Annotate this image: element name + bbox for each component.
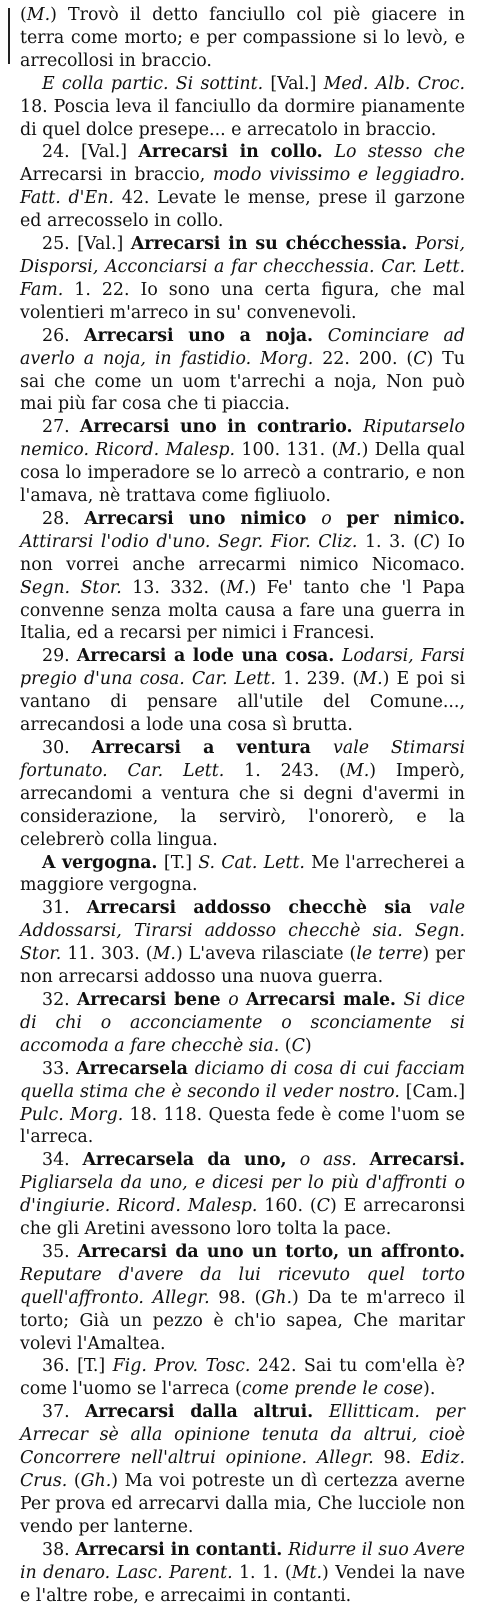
entry-headword: Arrecarsi in contanti. [75,1539,289,1560]
entry-text: 36. [42,1356,78,1377]
entry-italic-text: Gh. [80,1471,112,1491]
entry-italic-text: M. [152,944,176,965]
entry-italic-text: Segn. Stor. [20,577,133,598]
entry-text: 100. 131. ( [241,440,339,461]
entry-text: ) Fe' tanto che 'l Papa convenne senza molta causa a fare una guerra in Italia, ed a recarsi per nimici i Francesi. [20,577,465,644]
entry-text: ) Imperò, arrecandomi a ventura che si degni d'avermi in considerazione, la servirò, l'onorerò, e la celebrerò colla lingua. [20,760,465,850]
entry-text: 31. [42,898,87,919]
entry-italic-text: Cominciare ad averlo a noja, in fastidio. Morg. [20,325,465,369]
entry-italic-text: le terre [356,944,423,965]
entry-text: ) Ma voi potreste un dì certezza averne Per prova ed arrecarvi dalla mia, Che lucciole non vendo per lanterne. [20,1471,465,1537]
entry-headword: Arrecarsi a ventura [91,738,334,758]
dictionary-entry [20,1355,465,1401]
entry-text: [Val.] [77,234,131,255]
entry-italic-text: Ridurre il suo Avere in denaro. Lasc. Parent. [20,1539,465,1583]
entry-italic-text: S. Cat. Lett. [198,852,312,873]
dictionary-entry [20,737,465,852]
entry-text: 98. ( [218,1287,262,1308]
entry-italic-text: C [420,531,434,552]
entry-italic-text: M. [26,5,51,25]
entry-text: 32. [42,989,77,1010]
entry-headword: per nimico. [346,508,465,529]
entry-italic-text: M. [345,760,370,781]
dictionary-entry [20,645,465,737]
dictionary-entry [20,4,465,73]
entry-text: 1. 239. ( [283,669,360,690]
entry-text: 13. 332. ( [132,577,227,598]
entry-italic-text: M. [359,669,383,690]
dictionary-entry [20,141,465,233]
entry-italic-text: Fig. Prov. Tosc. [112,1356,258,1377]
entry-italic-text: come prende le cose [241,1379,424,1400]
entry-italic-text: Pulc. Morg. [20,1104,130,1125]
entry-text: ) Tu sai che come un uom t'arrechi a noja, Non può mai più far cosa che ti piaccia. [20,348,465,415]
dictionary-entry [20,852,465,898]
entry-text: ) [304,1035,312,1056]
entry-italic-text: o ass. [299,1150,370,1171]
entry-text: 30. [42,738,92,758]
entry-headword: Arrecarsi. [369,1150,466,1171]
entry-italic-text: Lo stesso che [334,142,465,163]
entry-headword: Arrecarsi uno a noja. [84,325,328,346]
entry-italic-text: Si dice di chi o acconciamente o sconciamente si accomoda a fare checchè sia. [20,989,465,1056]
margin-rule [8,8,10,64]
entry-text: 26. [42,325,85,346]
entry-column [20,4,465,1607]
entry-text: 98. [383,1448,421,1469]
entry-text: 35. [42,1241,78,1262]
entry-text: 18. 118. Questa fede è come l'uom se l'arreca. [20,1104,465,1148]
entry-italic-text: o [228,989,246,1010]
entry-text: [T.] [77,1356,113,1377]
entry-italic-text: C [316,1196,330,1217]
dictionary-entry [20,508,465,645]
entry-text: 160. ( [264,1196,317,1217]
entry-text: ). [423,1379,436,1400]
entry-headword: Arrecarsi addosso checchè sia [86,898,429,919]
entry-headword: Arrecarsi bene [76,989,229,1010]
entry-headword: Arrecarsela [76,1058,195,1079]
entry-italic-text: Ediz. Crus. [20,1448,466,1491]
entry-text: 11. 303. ( [67,944,153,965]
entry-text: ) E arrecaronsi che gli Aretini avessono loro tolta la pace. [20,1196,465,1240]
entry-text: 1. 22. Io sono una certa figura, che mal volentieri m'arreco in su' convenevoli. [20,279,465,323]
entry-italic-text: Reputare d'avere da lui ricevuto quel torto quell'affronto. Allegr. [20,1264,465,1308]
entry-italic-text: M. [226,577,250,598]
entry-headword: A vergogna. [42,852,164,873]
entry-italic-text: Mt. [291,1562,323,1583]
dictionary-entry [20,233,465,325]
entry-text: 1. 3. ( [364,531,421,552]
entry-text: ) Vendei la nave e l'altre robe, e arrecaimi in contanti. [20,1562,465,1606]
entry-text: ) Da te m'arreco il torto; Già un pezzo è ch'io sapea, Che maritar volevi l'Amaltea. [20,1287,465,1354]
entry-text: ) Trovò il detto fanciullo col piè giacere in terra come morto; e per compassione si lo levò, e arrecollosi in braccio. [20,5,465,71]
entry-text: ) Io non vorrei anche arrecarmi nimico Nicomaco. [20,531,465,575]
entry-text: ) E poi si vantano di pensare all'utile del Comune..., arrecandosi a lode una cosa sì brutta. [20,669,466,736]
entry-text: 27. [42,417,80,438]
entry-text: ) Della qual cosa lo imperadore se lo arrecò a contrario, e non l'amava, nè trattava come figliuolo. [20,440,465,507]
entry-text: ) L'aveva rilasciate ( [175,944,357,965]
entry-text: ( [284,1035,292,1056]
entry-text: [Val.] [81,142,139,163]
entry-italic-text: Ellitticam. per Arrecar sè alla opinione tenuta da altrui, cioè Concorrere nell'altrui opinione. Allegr. [20,1402,465,1469]
entry-headword: Arrecarsi in su chécchessia. [130,234,416,255]
entry-italic-text: modo vivissimo e leggiadro. Fatt. d'En. [20,165,465,209]
entry-italic-text: Gh. [261,1287,293,1308]
entry-text: ( [73,1471,81,1491]
entry-text: Me l'arrecherei a maggiore vergogna. [20,852,465,896]
dictionary-entry [20,325,465,417]
entry-italic-text: Med. Alb. Croc. [323,73,465,94]
entry-italic-text: Pigliarsela da uno, e dicesi per lo più d'affronti o d'ingiurie. Ricord. Malesp. [20,1173,465,1217]
entry-text: Arrecarsi in braccio, [20,165,213,186]
entry-italic-text: Riputarselo nemico. Ricord. Malesp. [20,417,465,461]
entry-italic-text: vale Addossarsi, Tirarsi addosso checchè sia. Segn. Stor. [20,898,465,965]
dictionary-entry [20,1241,465,1356]
entry-headword: Arrecarsela da uno, [82,1150,300,1171]
entry-headword: Arrecarsi male. [245,989,404,1010]
entry-text: ) per non arrecarsi addosso una nuova guerra. [20,944,465,988]
entry-headword: Arrecarsi da uno un torto, un affronto. [77,1241,465,1262]
entry-text: 22. 200. ( [322,348,414,369]
entry-text: 25. [42,234,78,255]
entry-italic-text: C [291,1035,305,1056]
entry-text: 29. [42,646,77,667]
entry-text: 24. [42,142,82,163]
dictionary-entry [20,1149,465,1241]
entry-italic-text: C [413,348,427,369]
dictionary-entry [20,989,465,1058]
entry-text: 33. [42,1058,77,1079]
entry-headword: Arrecarsi uno nimico [84,508,322,529]
entry-text: 18. Poscia leva il fanciullo da dormire pianamente di quel dolce presepe... e arrecatolo in braccio. [20,96,465,140]
entry-text: [Cam.] [405,1081,465,1102]
entry-text: 42. Levate le mense, prese il garzone ed arrecosselo in collo. [20,188,466,232]
dictionary-entry [20,1401,465,1538]
entry-italic-text: vale Stimarsi fortunato. Car. Lett. [20,738,466,781]
entry-headword: Arrecarsi a lode una cosa. [76,646,342,667]
entry-headword: Arrecarsi in collo. [138,142,335,163]
entry-text: 34. [42,1150,83,1171]
entry-text: [T.] [163,852,199,873]
entry-italic-text: diciamo di cosa di cui facciam quella stima che è secondo il veder nostro. [20,1058,465,1102]
entry-italic-text: Attirarsi l'odio d'uno. Segr. Fior. Cliz. [20,531,365,552]
entry-text: ( [20,5,27,25]
dictionary-entry [20,1539,465,1607]
dictionary-entry [20,897,465,989]
entry-text: 38. [42,1539,76,1560]
entry-italic-text: Porsi, Disporsi, Acconciarsi a far checchessia. Car. Lett. Fam. [20,234,465,300]
entry-italic-text: o [321,508,347,529]
dictionary-entry [20,73,465,142]
entry-headword: Arrecarsi dalla altrui. [85,1402,329,1423]
entry-text: 37. [42,1402,86,1423]
entry-italic-text: Lodarsi, Farsi pregio d'una cosa. Car. Lett. [20,646,465,690]
entry-text: 1. 243. ( [244,760,346,781]
entry-headword: Arrecarsi uno in contrario. [79,417,364,438]
entry-text: 242. Sai tu com'ella è? come l'uomo se l'arreca ( [20,1356,466,1400]
entry-italic-text: E colla partic. Si sottint. [42,73,271,94]
entry-text: [Val.] [270,73,324,94]
entry-text: 28. [42,508,85,529]
dictionary-entry [20,416,465,508]
entry-italic-text: M. [338,440,362,461]
entry-text: 1. 1. ( [238,1562,292,1583]
dictionary-entry [20,1058,465,1150]
